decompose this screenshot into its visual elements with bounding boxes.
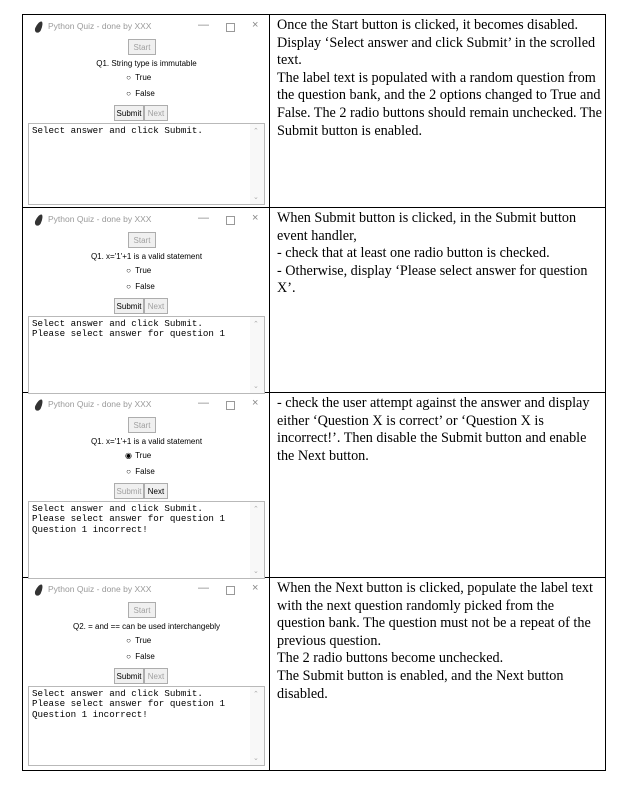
minimize-icon[interactable]: — xyxy=(198,397,209,409)
maximize-icon[interactable] xyxy=(226,586,235,595)
close-icon[interactable]: × xyxy=(252,19,259,31)
next-button[interactable]: Next xyxy=(144,668,168,684)
close-icon[interactable]: × xyxy=(252,397,259,409)
question-label: Q1. x='1'+1 is a valid statement xyxy=(90,252,203,261)
question-label: Q1. x='1'+1 is a valid statement xyxy=(90,437,203,446)
title-bar xyxy=(28,580,265,600)
log-text: Select answer and click Submit. xyxy=(32,125,203,136)
scroll-down-icon[interactable]: ⌄ xyxy=(253,194,259,201)
scrolled-text[interactable] xyxy=(28,686,265,766)
minimize-icon[interactable]: — xyxy=(198,212,209,224)
question-label: Q2. = and == can be used interchangebly xyxy=(73,622,220,631)
feather-icon xyxy=(34,398,45,411)
minimize-icon[interactable]: — xyxy=(198,19,209,31)
close-icon[interactable]: × xyxy=(252,212,259,224)
feather-icon xyxy=(34,213,45,226)
row-divider xyxy=(23,207,605,208)
scrolled-text[interactable] xyxy=(28,501,265,579)
maximize-icon[interactable] xyxy=(226,23,235,32)
title-bar xyxy=(28,395,265,415)
next-button[interactable]: Next xyxy=(144,105,168,121)
quiz-window-4 xyxy=(28,580,265,762)
log-text: Select answer and click Submit. Please select answer for question 1 Question 1 incorrect! xyxy=(32,503,225,535)
submit-button[interactable]: Submit xyxy=(114,483,144,499)
submit-button[interactable]: Submit xyxy=(114,298,144,314)
start-button[interactable]: Start xyxy=(128,602,156,618)
question-label: Q1. String type is immutable xyxy=(96,59,197,68)
title-bar xyxy=(28,17,265,37)
quiz-window-2 xyxy=(28,210,265,390)
radio-false[interactable]: ○ False xyxy=(124,467,155,476)
start-button[interactable]: Start xyxy=(128,232,156,248)
maximize-icon[interactable] xyxy=(226,216,235,225)
start-button[interactable]: Start xyxy=(128,39,156,55)
scroll-up-icon[interactable]: ⌃ xyxy=(253,321,259,328)
radio-true[interactable]: ◉ True xyxy=(125,451,152,460)
submit-button[interactable]: Submit xyxy=(114,105,144,121)
scroll-down-icon[interactable]: ⌄ xyxy=(253,568,259,575)
radio-true[interactable]: ○ True xyxy=(124,266,151,275)
scrolled-text[interactable] xyxy=(28,316,265,394)
scrollbar[interactable] xyxy=(250,502,264,578)
window-title: Python Quiz - done by XXX xyxy=(48,399,152,409)
radio-checked-icon: ◉ xyxy=(125,451,132,460)
radio-false[interactable]: ○ False xyxy=(124,282,155,291)
window-title: Python Quiz - done by XXX xyxy=(48,584,152,594)
description-4: When the Next button is clicked, populate the label text with the next question randomly picked from the question bank. The question must not be a repeat of the previous question. The 2 radio buttons become unchecked. The Submit button is enabled, and the Next button disabled. xyxy=(277,580,593,702)
maximize-icon[interactable] xyxy=(226,401,235,410)
window-title: Python Quiz - done by XXX xyxy=(48,214,152,224)
radio-circle-icon: ○ xyxy=(126,652,131,661)
radio-circle-icon: ○ xyxy=(126,73,131,82)
scrollbar[interactable] xyxy=(250,687,264,765)
description-1: Once the Start button is clicked, it becomes disabled. Display ‘Select answer and click Submit’ in the scrolled text. The label text is populated with a random question from the question bank, and the 2 options changed to True and False. The 2 radio buttons should remain unchecked. The Submit button is enabled. xyxy=(277,17,602,139)
scrolled-text[interactable] xyxy=(28,123,265,205)
next-button[interactable]: Next xyxy=(144,483,168,499)
radio-false[interactable]: ○ False xyxy=(124,652,155,661)
scroll-down-icon[interactable]: ⌄ xyxy=(253,755,259,762)
radio-circle-icon: ○ xyxy=(126,89,131,98)
radio-circle-icon: ○ xyxy=(126,282,131,291)
quiz-window-3 xyxy=(28,395,265,575)
feather-icon xyxy=(34,583,45,596)
minimize-icon[interactable]: — xyxy=(198,582,209,594)
log-text: Select answer and click Submit. Please select answer for question 1 xyxy=(32,318,225,340)
next-button[interactable]: Next xyxy=(144,298,168,314)
window-title: Python Quiz - done by XXX xyxy=(48,21,152,31)
description-2: When Submit button is clicked, in the Submit button event handler, - check that at least one radio button is checked. - Otherwise, display ‘Please select answer for question X’. xyxy=(277,210,588,297)
radio-circle-icon: ○ xyxy=(126,467,131,476)
radio-true[interactable]: ○ True xyxy=(124,73,151,82)
radio-circle-icon: ○ xyxy=(126,636,131,645)
feather-icon xyxy=(34,20,45,33)
scrollbar[interactable] xyxy=(250,317,264,393)
start-button[interactable]: Start xyxy=(128,417,156,433)
scroll-up-icon[interactable]: ⌃ xyxy=(253,128,259,135)
scroll-down-icon[interactable]: ⌄ xyxy=(253,383,259,390)
radio-true[interactable]: ○ True xyxy=(124,636,151,645)
scroll-up-icon[interactable]: ⌃ xyxy=(253,506,259,513)
title-bar xyxy=(28,210,265,230)
log-text: Select answer and click Submit. Please select answer for question 1 Question 1 incorrect! xyxy=(32,688,225,720)
scroll-up-icon[interactable]: ⌃ xyxy=(253,691,259,698)
quiz-window-1 xyxy=(28,17,265,201)
instruction-table xyxy=(22,14,606,771)
radio-false[interactable]: ○ False xyxy=(124,89,155,98)
scrollbar[interactable] xyxy=(250,124,264,204)
close-icon[interactable]: × xyxy=(252,582,259,594)
radio-circle-icon: ○ xyxy=(126,266,131,275)
submit-button[interactable]: Submit xyxy=(114,668,144,684)
description-3: - check the user attempt against the answer and display either ‘Question X is correct’ or ‘Question X is incorrect!’. Then disable the Submit button and enable the Next button. xyxy=(277,395,590,464)
